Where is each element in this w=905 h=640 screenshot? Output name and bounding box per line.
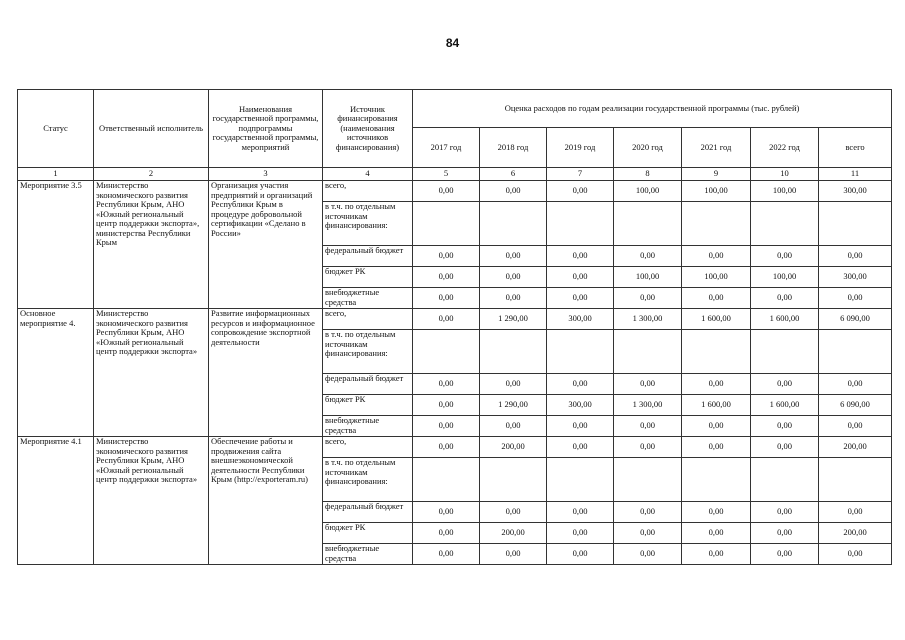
column-number: 4	[323, 168, 413, 181]
value-cell: 0,00	[413, 267, 480, 288]
source-cell: внебюджетные средства	[323, 288, 413, 309]
value-cell	[547, 458, 614, 502]
value-cell: 100,00	[751, 267, 819, 288]
value-cell: 0,00	[480, 181, 547, 202]
value-cell: 200,00	[480, 523, 547, 544]
value-cell: 0,00	[547, 437, 614, 458]
status-cell: Мероприятие 3.5	[18, 181, 94, 309]
executor-cell: Министерство экономического развития Республики Крым, АНО «Южный региональный центр поддержки экспорта»	[94, 309, 209, 437]
value-cell: 0,00	[614, 437, 682, 458]
value-cell: 0,00	[547, 181, 614, 202]
source-cell: в т.ч. по отдельным источникам финансирования:	[323, 330, 413, 374]
source-cell: бюджет РК	[323, 523, 413, 544]
value-cell	[682, 202, 751, 246]
column-number: 3	[209, 168, 323, 181]
total-cell: 6 090,00	[819, 309, 892, 330]
value-cell: 0,00	[547, 288, 614, 309]
total-cell: 0,00	[819, 374, 892, 395]
column-number: 7	[547, 168, 614, 181]
column-number: 8	[614, 168, 682, 181]
total-cell: 0,00	[819, 246, 892, 267]
value-cell: 0,00	[413, 374, 480, 395]
value-cell: 0,00	[547, 246, 614, 267]
header-year: 2019 год	[547, 128, 614, 168]
value-cell: 0,00	[682, 523, 751, 544]
value-cell: 0,00	[682, 374, 751, 395]
source-cell: в т.ч. по отдельным источникам финансирования:	[323, 202, 413, 246]
column-number: 5	[413, 168, 480, 181]
value-cell: 0,00	[480, 246, 547, 267]
value-cell: 0,00	[547, 267, 614, 288]
value-cell: 0,00	[480, 288, 547, 309]
column-number: 1	[18, 168, 94, 181]
value-cell	[614, 330, 682, 374]
source-cell: внебюджетные средства	[323, 416, 413, 437]
value-cell	[614, 458, 682, 502]
value-cell	[413, 458, 480, 502]
source-cell: бюджет РК	[323, 395, 413, 416]
table-row	[18, 181, 892, 202]
value-cell: 0,00	[614, 416, 682, 437]
status-cell: Мероприятие 4.1	[18, 437, 94, 565]
value-cell: 0,00	[682, 416, 751, 437]
value-cell: 0,00	[480, 374, 547, 395]
value-cell: 100,00	[614, 181, 682, 202]
value-cell: 1 300,00	[614, 309, 682, 330]
value-cell: 1 600,00	[682, 309, 751, 330]
value-cell: 0,00	[614, 246, 682, 267]
value-cell: 0,00	[682, 544, 751, 565]
total-cell	[819, 330, 892, 374]
value-cell: 0,00	[751, 288, 819, 309]
header-year: 2022 год	[751, 128, 819, 168]
source-cell: всего,	[323, 437, 413, 458]
total-cell	[819, 458, 892, 502]
value-cell: 0,00	[547, 523, 614, 544]
value-cell: 1 600,00	[751, 309, 819, 330]
header-source: Источник финансирования (наименования источников финансирования)	[323, 90, 413, 168]
header-estimate: Оценка расходов по годам реализации государственной программы (тыс. рублей)	[413, 90, 892, 128]
header-total: всего	[819, 128, 892, 168]
column-number: 2	[94, 168, 209, 181]
value-cell	[413, 330, 480, 374]
executor-cell: Министерство экономического развития Республики Крым, АНО «Южный региональный центр поддержки экспорта»	[94, 437, 209, 565]
table-body	[18, 181, 892, 565]
total-cell: 0,00	[819, 416, 892, 437]
value-cell: 0,00	[614, 523, 682, 544]
value-cell	[751, 458, 819, 502]
header-year: 2018 год	[480, 128, 547, 168]
total-cell: 300,00	[819, 267, 892, 288]
status-cell: Основное мероприятие 4.	[18, 309, 94, 437]
value-cell: 100,00	[751, 181, 819, 202]
source-cell: федеральный бюджет	[323, 502, 413, 523]
value-cell: 0,00	[480, 502, 547, 523]
header-year: 2017 год	[413, 128, 480, 168]
value-cell: 0,00	[413, 246, 480, 267]
value-cell: 0,00	[682, 288, 751, 309]
value-cell: 100,00	[682, 267, 751, 288]
total-cell: 200,00	[819, 523, 892, 544]
value-cell: 1 290,00	[480, 309, 547, 330]
executor-cell: Министерство экономического развития Республики Крым, АНО «Южный региональный центр поддержки экспорта», министерства Республики Крым	[94, 181, 209, 309]
value-cell: 0,00	[413, 181, 480, 202]
total-cell: 6 090,00	[819, 395, 892, 416]
value-cell: 0,00	[480, 416, 547, 437]
value-cell: 0,00	[682, 246, 751, 267]
value-cell	[682, 330, 751, 374]
value-cell: 0,00	[751, 544, 819, 565]
value-cell: 200,00	[480, 437, 547, 458]
value-cell	[682, 458, 751, 502]
value-cell	[480, 330, 547, 374]
value-cell: 1 290,00	[480, 395, 547, 416]
value-cell: 0,00	[413, 502, 480, 523]
value-cell: 100,00	[614, 267, 682, 288]
source-cell: бюджет РК	[323, 267, 413, 288]
total-cell: 0,00	[819, 288, 892, 309]
header-year: 2020 год	[614, 128, 682, 168]
value-cell: 0,00	[751, 374, 819, 395]
header-year: 2021 год	[682, 128, 751, 168]
value-cell	[547, 202, 614, 246]
table-row	[18, 437, 892, 458]
value-cell: 1 600,00	[682, 395, 751, 416]
name-cell: Обеспечение работы и продвижения сайта внешнеэкономической деятельности Республики Крым (http://exporteram.ru)	[209, 437, 323, 565]
source-cell: внебюджетные средства	[323, 544, 413, 565]
value-cell: 0,00	[751, 523, 819, 544]
value-cell: 0,00	[413, 288, 480, 309]
total-cell: 0,00	[819, 502, 892, 523]
header-executor: Ответственный исполнитель	[94, 90, 209, 168]
column-number: 10	[751, 168, 819, 181]
value-cell	[547, 330, 614, 374]
value-cell: 0,00	[480, 544, 547, 565]
value-cell	[751, 330, 819, 374]
name-cell: Организация участия предприятий и организаций Республики Крым в процедуре добровольной сертификации «Сделано в России»	[209, 181, 323, 309]
table-row	[18, 309, 892, 330]
value-cell: 0,00	[614, 374, 682, 395]
value-cell: 0,00	[547, 544, 614, 565]
value-cell	[413, 202, 480, 246]
value-cell: 0,00	[751, 246, 819, 267]
value-cell: 0,00	[413, 416, 480, 437]
budget-table	[17, 89, 892, 565]
header-status: Статус	[18, 90, 94, 168]
value-cell: 0,00	[751, 502, 819, 523]
total-cell	[819, 202, 892, 246]
source-cell: в т.ч. по отдельным источникам финансирования:	[323, 458, 413, 502]
column-number: 11	[819, 168, 892, 181]
value-cell: 0,00	[480, 267, 547, 288]
value-cell: 0,00	[413, 437, 480, 458]
value-cell: 0,00	[751, 437, 819, 458]
value-cell	[480, 202, 547, 246]
source-cell: всего,	[323, 181, 413, 202]
value-cell: 0,00	[682, 437, 751, 458]
value-cell: 0,00	[413, 309, 480, 330]
value-cell: 0,00	[547, 374, 614, 395]
value-cell: 0,00	[547, 502, 614, 523]
value-cell	[480, 458, 547, 502]
column-number: 6	[480, 168, 547, 181]
value-cell: 0,00	[682, 502, 751, 523]
value-cell: 0,00	[547, 416, 614, 437]
total-cell: 200,00	[819, 437, 892, 458]
value-cell	[751, 202, 819, 246]
value-cell	[614, 202, 682, 246]
name-cell: Развитие информационных ресурсов и информационное сопровождение экспортной деятельности	[209, 309, 323, 437]
value-cell: 1 300,00	[614, 395, 682, 416]
value-cell: 0,00	[614, 502, 682, 523]
value-cell: 0,00	[751, 416, 819, 437]
column-number: 9	[682, 168, 751, 181]
value-cell: 0,00	[413, 395, 480, 416]
value-cell: 100,00	[682, 181, 751, 202]
total-cell: 300,00	[819, 181, 892, 202]
source-cell: всего,	[323, 309, 413, 330]
value-cell: 0,00	[614, 288, 682, 309]
value-cell: 1 600,00	[751, 395, 819, 416]
value-cell: 0,00	[413, 544, 480, 565]
source-cell: федеральный бюджет	[323, 246, 413, 267]
total-cell: 0,00	[819, 544, 892, 565]
page-number: 84	[445, 36, 460, 50]
value-cell: 300,00	[547, 309, 614, 330]
value-cell: 0,00	[413, 523, 480, 544]
header-program-name: Наименования государственной программы, подпрограммы государственной программы, мероприятий	[209, 90, 323, 168]
source-cell: федеральный бюджет	[323, 374, 413, 395]
value-cell: 300,00	[547, 395, 614, 416]
value-cell: 0,00	[614, 544, 682, 565]
